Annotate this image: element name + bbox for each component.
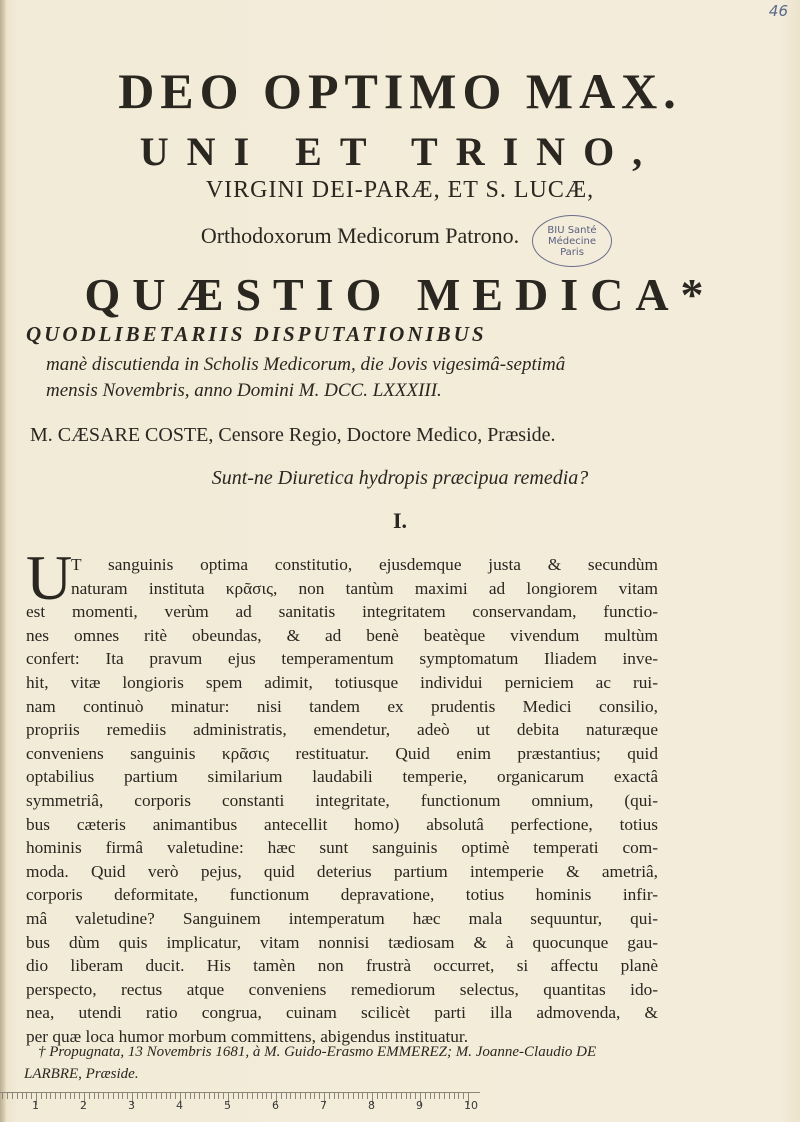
- ruler-tick: [290, 1093, 291, 1099]
- ruler-number: 4: [176, 1099, 183, 1112]
- body-line: per quæ loca humor morbum committens, abigendus instituatur.: [26, 1026, 469, 1046]
- ruler-tick: [55, 1093, 56, 1099]
- body-line: propriis remediis administratis, emendetur, adeò ut debita naturæque: [26, 720, 658, 740]
- ruler-tick: [406, 1093, 407, 1099]
- ruler-tick: [314, 1093, 315, 1099]
- ruler-tick: [60, 1093, 61, 1099]
- ruler-tick: [113, 1093, 114, 1099]
- ruler-tick: [386, 1093, 387, 1099]
- ruler-tick: [209, 1093, 210, 1099]
- body-line: symmetriâ, corporis constanti integritate, functionum omnium, (qui-: [26, 790, 658, 810]
- ruler-tick: [247, 1093, 248, 1099]
- ruler-tick: [151, 1093, 152, 1099]
- ruler-number: 5: [224, 1099, 231, 1112]
- ruler-number: 9: [416, 1099, 423, 1112]
- ruler-tick: [353, 1093, 354, 1099]
- ruler-tick: [242, 1093, 243, 1099]
- ruler-tick: [204, 1093, 205, 1099]
- ruler-tick: [348, 1093, 349, 1099]
- ruler-tick: [233, 1093, 234, 1099]
- body-line: confert: Ita pravum ejus temperamentum symptomatum Iliadem inve-: [26, 649, 658, 669]
- body-line: optabilius partium similarium laudabili temperie, organicarum exactâ: [26, 767, 658, 787]
- ruler-number: 6: [272, 1099, 279, 1112]
- ruler-tick: [343, 1093, 344, 1099]
- body-line: bus cæteris animantibus antecellit homo) absolutâ perfectione, totius: [26, 814, 658, 834]
- ruler-tick: [26, 1093, 27, 1099]
- ruler-tick: [142, 1093, 143, 1099]
- ruler-tick: [449, 1093, 450, 1099]
- ruler-tick: [305, 1093, 306, 1099]
- ruler-tick: [377, 1093, 378, 1099]
- ruler-tick: [262, 1093, 263, 1099]
- ruler-tick: [65, 1093, 66, 1099]
- body-text: [26, 553, 658, 1048]
- ruler-tick: [334, 1093, 335, 1099]
- disputation-heading: QUODLIBETARIIS DISPUTATIONIBUS: [26, 322, 487, 346]
- ruler-tick: [458, 1093, 459, 1099]
- ruler-tick: [300, 1093, 301, 1099]
- body-line: perspecto, rectus atque conveniens remediorum selectus, quantitas ido-: [26, 979, 658, 999]
- ruler-tick: [17, 1093, 18, 1099]
- body-line: nea, utendi ratio congrua, cuinam scilicèt parti illa admovenda, &: [26, 1003, 658, 1023]
- ruler-tick: [266, 1093, 267, 1099]
- ruler-number: 3: [128, 1099, 135, 1112]
- ruler-tick: [362, 1093, 363, 1099]
- body-line: mâ valetudine? Sanguinem intemperatum hæc mala sequuntur, qui-: [26, 908, 658, 928]
- ruler-tick: [185, 1093, 186, 1099]
- ruler-tick: [425, 1093, 426, 1099]
- body-line: est momenti, verùm ad sanitatis integritatem conservandam, functio-: [26, 602, 658, 622]
- body-line: bus dùm quis implicatur, vitam nonnisi tædiosam & à quocunque gau-: [26, 932, 658, 952]
- ruler-tick: [7, 1093, 8, 1099]
- ruler-number: 10: [464, 1099, 478, 1112]
- ruler-number: 2: [80, 1099, 87, 1112]
- stamp-line: Médecine: [547, 235, 597, 247]
- body-line: moda. Quid verò pejus, quid deterius partium intemperie & ametriâ,: [26, 861, 658, 881]
- ruler-number: 7: [320, 1099, 327, 1112]
- ruler-tick: [286, 1093, 287, 1099]
- stamp-line: BIU Santé: [547, 224, 597, 236]
- ruler-tick: [439, 1093, 440, 1099]
- section-number: I.: [392, 508, 408, 533]
- ruler-tick: [122, 1093, 123, 1099]
- ruler-tick: [98, 1093, 99, 1099]
- ruler-tick: [103, 1093, 104, 1099]
- ruler-tick: [46, 1093, 47, 1099]
- ruler-tick: [2, 1093, 3, 1099]
- ruler-tick: [118, 1093, 119, 1099]
- ruler-tick: [170, 1093, 171, 1099]
- ruler-tick: [396, 1093, 397, 1099]
- ruler-tick: [74, 1093, 75, 1099]
- ruler-tick: [391, 1093, 392, 1099]
- disputation-date-line-1: manè discutienda in Scholis Medicorum, die Jovis vigesimâ-septimâ: [46, 354, 566, 375]
- ruler-tick: [410, 1093, 411, 1099]
- ruler-tick: [382, 1093, 383, 1099]
- footnote-line-2: LARBRE, Præside.: [24, 1066, 139, 1082]
- scale-ruler: [0, 1092, 480, 1115]
- ruler-tick: [70, 1093, 71, 1099]
- library-stamp: [532, 215, 612, 267]
- thesis-question: Sunt-ne Diuretica hydropis præcipua remedia?: [211, 467, 589, 489]
- ruler-tick: [281, 1093, 282, 1099]
- ruler-tick: [166, 1093, 167, 1099]
- ruler-tick: [108, 1093, 109, 1099]
- ruler-tick: [444, 1093, 445, 1099]
- ruler-tick: [218, 1093, 219, 1099]
- body-line: T sanguinis optima constitutio, ejusdemque justa & secundùm: [71, 555, 658, 574]
- drop-cap: U: [26, 542, 73, 613]
- body-line: corporis deformitate, functionum depravatione, totius hominis infir-: [26, 885, 658, 905]
- ruler-tick: [295, 1093, 296, 1099]
- title-line-2: UNI ET TRINO,: [139, 129, 661, 174]
- ruler-tick: [338, 1093, 339, 1099]
- ruler-tick: [161, 1093, 162, 1099]
- president-line: M. CÆSARE COSTE, Censore Regio, Doctore Medico, Præside.: [30, 424, 556, 446]
- ruler-number: 1: [32, 1099, 39, 1112]
- ruler-tick: [257, 1093, 258, 1099]
- ruler-tick: [12, 1093, 13, 1099]
- ruler-tick: [358, 1093, 359, 1099]
- body-line: naturam instituta κρᾶσις, non tantùm maximi ad longiorem vitam: [71, 578, 658, 598]
- ruler-tick: [22, 1093, 23, 1099]
- body-line: hominis firmâ valetudine: hæc sunt sanguinis optimè temperati com-: [26, 838, 658, 858]
- disputation-date-line-2: mensis Novembris, anno Domini M. DCC. LXXXIII.: [46, 380, 442, 401]
- stamp-line: Paris: [560, 246, 584, 258]
- ruler-tick: [310, 1093, 311, 1099]
- ruler-tick: [199, 1093, 200, 1099]
- ruler-tick: [214, 1093, 215, 1099]
- footnote-line-1: † Propugnata, 13 Novembris 1681, à M. Guido-Erasmo EMMEREZ; M. Joanne-Claudio DE: [38, 1044, 597, 1060]
- ruler-tick: [137, 1093, 138, 1099]
- ruler-tick: [41, 1093, 42, 1099]
- ruler-tick: [89, 1093, 90, 1099]
- ruler-tick: [252, 1093, 253, 1099]
- ruler-tick: [434, 1093, 435, 1099]
- ruler-tick: [94, 1093, 95, 1099]
- ruler-tick: [454, 1093, 455, 1099]
- body-line: dio liberam ducit. His tamèn non frustrà occurret, si affectu planè: [26, 956, 658, 976]
- folio-number: 46: [768, 2, 788, 20]
- ruler-tick: [401, 1093, 402, 1099]
- ruler-tick: [194, 1093, 195, 1099]
- body-line: hit, vitæ longioris spem adimit, totiusque individui perniciem ac rui-: [26, 672, 658, 692]
- ruler-tick: [146, 1093, 147, 1099]
- body-line: conveniens sanguinis κρᾶσις restituatur. Quid enim præstantius; quid: [26, 743, 658, 763]
- ruler-tick: [156, 1093, 157, 1099]
- ruler-number: 8: [368, 1099, 375, 1112]
- body-line: nam continuò minatur: nisi tandem ex prudentis Medici consilio,: [26, 696, 658, 716]
- ruler-tick: [238, 1093, 239, 1099]
- title-line-3: VIRGINI DEI-PARÆ, ET S. LUCÆ,: [205, 177, 595, 203]
- title-line-4: Orthodoxorum Medicorum Patrono.: [200, 223, 520, 248]
- body-line: nes omnes ritè obeundas, & ad benè beatèque vivendum multùm: [26, 625, 658, 645]
- ruler-tick: [329, 1093, 330, 1099]
- quaestio-heading: QUÆSTIO MEDICA*: [84, 269, 716, 320]
- title-line-1: DEO OPTIMO MAX.: [118, 63, 682, 119]
- ruler-tick: [50, 1093, 51, 1099]
- ruler-tick: [430, 1093, 431, 1099]
- ruler-tick: [190, 1093, 191, 1099]
